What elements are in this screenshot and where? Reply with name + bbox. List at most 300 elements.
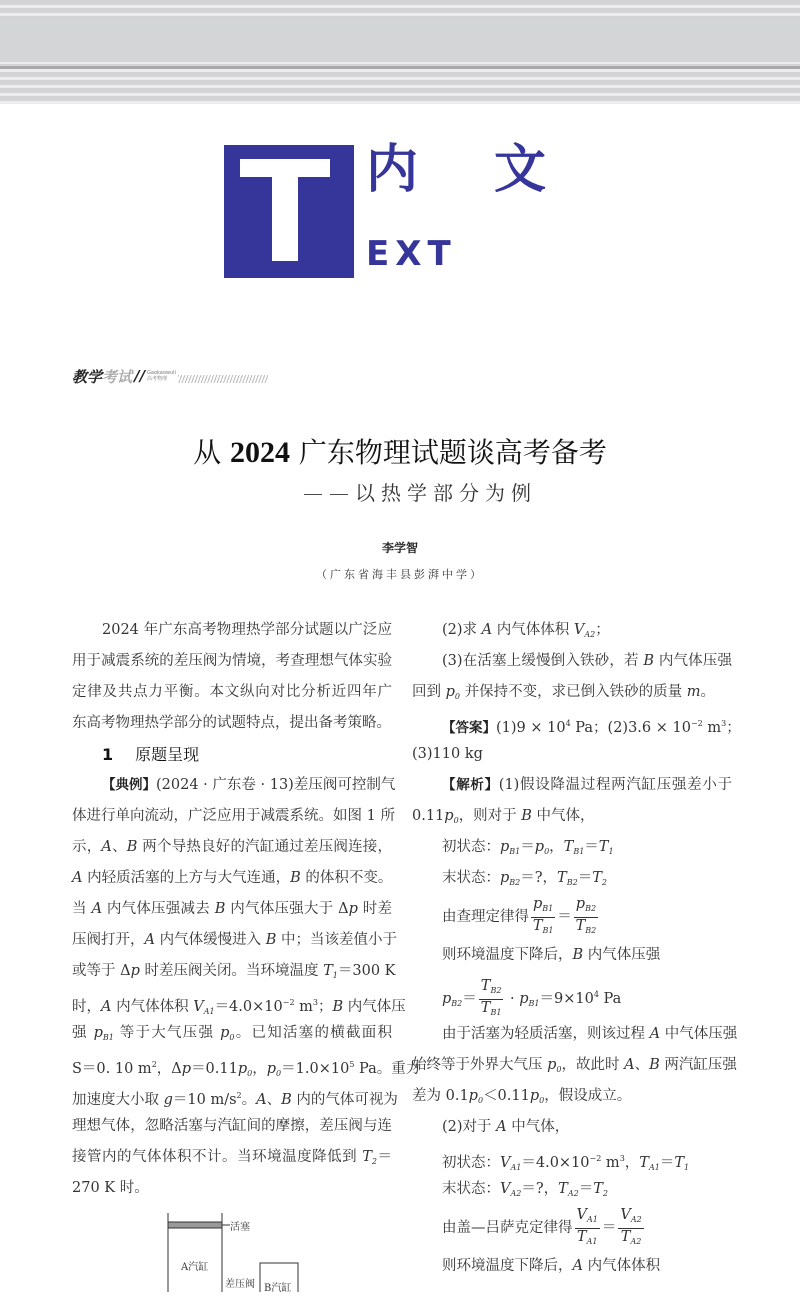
- text-run: 用于减震系统的差压阀为情境，考查理想气体实验: [72, 653, 392, 669]
- variable: A: [496, 1119, 507, 1135]
- text-run: 等于大气压强: [113, 1025, 221, 1041]
- variable: T: [362, 1149, 372, 1165]
- subscript: B2: [490, 985, 502, 995]
- subscript: 2: [371, 1157, 377, 1166]
- variable: p: [237, 1061, 248, 1077]
- fraction-numerator: [531, 896, 555, 918]
- text-run: ，: [252, 1061, 267, 1077]
- variable: p: [534, 839, 545, 855]
- text-line: [72, 925, 397, 956]
- left-column: [72, 615, 421, 1204]
- subscript: 0: [454, 692, 460, 701]
- text-line: [412, 894, 732, 940]
- subscript: B2: [585, 925, 597, 935]
- text-run: 加速度大小取: [72, 1092, 164, 1108]
- variable: B: [643, 653, 655, 669]
- text-line: [412, 971, 732, 1019]
- subscript: B1: [542, 925, 554, 935]
- right-column: [412, 615, 741, 1282]
- text-run: 。: [241, 1092, 257, 1108]
- subscript: 1: [684, 1163, 690, 1172]
- paragraph: [412, 1143, 732, 1174]
- text-run: 由于活塞为轻质活塞，则该过程: [442, 1026, 650, 1042]
- subscript: 0: [556, 1065, 562, 1074]
- text-run: 的体积不变。: [300, 870, 393, 886]
- text-run: 差为 0.1: [412, 1088, 469, 1104]
- variable: T: [480, 977, 491, 994]
- variable: m: [686, 684, 701, 700]
- paragraph: [412, 1251, 732, 1282]
- paragraph: [412, 832, 732, 863]
- variable: B: [572, 947, 584, 963]
- superscript: 5: [349, 1060, 355, 1069]
- fraction-numerator: [574, 896, 598, 918]
- text-run: 内气体体积: [111, 999, 194, 1015]
- paragraph: [412, 1174, 732, 1205]
- subscript: A2: [510, 1189, 522, 1198]
- subscript: B2: [566, 878, 578, 887]
- text-run: 、: [634, 1057, 650, 1073]
- text-line: [72, 1080, 398, 1111]
- variable: T: [558, 1181, 568, 1197]
- variable: p: [266, 1061, 277, 1077]
- variable: g: [163, 1092, 173, 1108]
- text-run: 内气体压强: [654, 653, 732, 669]
- text-run: ·: [505, 991, 520, 1007]
- text-run: 内气体体积: [492, 622, 574, 638]
- intro-paragraph: [72, 615, 392, 739]
- text-run: 回到: [412, 684, 446, 700]
- superscript: 4: [565, 719, 571, 728]
- title-part-a: 从: [193, 436, 230, 469]
- fraction-denominator: [576, 918, 597, 939]
- fraction-denominator: [577, 1229, 598, 1250]
- subscript: A1: [648, 1163, 660, 1172]
- variable: p: [445, 684, 455, 700]
- text-line: [72, 615, 392, 646]
- variable: A: [256, 1092, 267, 1108]
- text-run: 压阀打开，: [72, 932, 145, 948]
- variable: p: [500, 870, 510, 886]
- variable: B: [649, 1057, 660, 1073]
- text-run: 。: [700, 684, 715, 700]
- header-band-divider: [0, 66, 800, 69]
- article-affiliation: （广东省海丰县彭湃中学）: [316, 568, 484, 581]
- text-run: ，Δ: [156, 1061, 182, 1077]
- variable: V: [576, 1206, 587, 1223]
- example-paragraph: [72, 770, 421, 1204]
- variable: T: [593, 1181, 603, 1197]
- section-tag-cn: 高考物理: [147, 376, 168, 382]
- text-run: 初状态：: [442, 1155, 500, 1171]
- text-run: (2)对于: [442, 1119, 497, 1135]
- text-line: [412, 708, 741, 739]
- text-line: [412, 1251, 732, 1282]
- text-line: [72, 863, 392, 894]
- paragraph: [412, 971, 732, 1019]
- text-run: 由盖—吕萨克定律得: [442, 1220, 573, 1236]
- text-run: ＝: [377, 1149, 393, 1165]
- text-run: ＝: [659, 1155, 675, 1171]
- text-run: ，则对于: [458, 808, 522, 824]
- variable: p: [519, 991, 529, 1007]
- variable: p: [93, 1025, 103, 1041]
- variable: T: [532, 917, 543, 934]
- variable: A: [481, 622, 493, 638]
- section-tag-sub: [147, 370, 176, 382]
- text-run: ＝4.0×10: [521, 1155, 590, 1171]
- text-run: ＝: [584, 839, 599, 855]
- text-run: ＝1.0×10: [281, 1061, 350, 1077]
- text-run: (3)110 kg: [412, 746, 483, 762]
- text-run: Pa。重力: [354, 1061, 421, 1077]
- text-line: [72, 1018, 392, 1049]
- text-run: (2)求: [442, 622, 482, 638]
- text-line: [72, 1111, 392, 1142]
- text-run: ，假设成立。: [544, 1088, 632, 1104]
- variable: p: [348, 901, 358, 917]
- variable: A: [101, 999, 112, 1015]
- variable: A: [72, 870, 83, 886]
- fraction: [575, 1207, 600, 1250]
- text-run: Pa；(2)3.6 × 10: [570, 720, 691, 736]
- logo-t-glyph-stem: [272, 159, 298, 261]
- variable: B: [521, 808, 532, 824]
- text-run: ；: [726, 720, 741, 736]
- text-line: [412, 1081, 732, 1112]
- subscript: A2: [630, 1236, 642, 1246]
- text-run: 当: [72, 901, 92, 917]
- text-run: ＝: [557, 909, 572, 925]
- superscript: 4: [593, 990, 599, 999]
- text-run: 由查理定律得: [442, 909, 529, 925]
- text-run: 或等于 Δ: [72, 963, 131, 979]
- logo-ext: EXT: [366, 234, 457, 274]
- paragraph: [412, 615, 732, 646]
- section-tag-label-b: 考试: [102, 367, 133, 386]
- section-heading: [72, 739, 392, 770]
- subscript: B1: [573, 847, 585, 856]
- bold-label: 【答案】: [442, 720, 496, 736]
- variable: p: [220, 1025, 230, 1041]
- variable: T: [575, 917, 586, 934]
- bold-label: 【解析】: [442, 777, 499, 793]
- variable: B: [265, 932, 277, 948]
- variable: T: [557, 870, 567, 886]
- subscript: 2: [602, 1189, 608, 1198]
- fraction: [479, 978, 504, 1021]
- text-run: 示，: [72, 839, 102, 855]
- subscript: A1: [203, 1007, 215, 1016]
- variable: V: [500, 1155, 511, 1171]
- subscript: B2: [451, 999, 463, 1008]
- subscript: B1: [102, 1033, 114, 1042]
- text-run: 两汽缸压强: [659, 1057, 737, 1073]
- text-run: (2024 · 广东卷 · 13)差压阀可控制气: [156, 777, 396, 793]
- variable: p: [130, 963, 140, 979]
- section-tag-hatch: [178, 375, 268, 383]
- fraction-denominator: [481, 1000, 502, 1021]
- subscript: 0: [276, 1069, 282, 1078]
- text-run: 两个导热良好的汽缸通过差压阀连接，: [137, 839, 393, 855]
- section-tag-pinyin: Gaokaowuli: [147, 370, 176, 376]
- variable: V: [193, 999, 204, 1015]
- valve-label: 差压阀: [225, 1279, 255, 1290]
- fraction-numerator: [479, 978, 504, 1000]
- superscript: 3: [721, 719, 727, 728]
- superscript: 2: [151, 1060, 157, 1069]
- text-run: ＜0.11: [483, 1088, 530, 1104]
- variable: T: [598, 839, 609, 855]
- text-line: [72, 1049, 421, 1080]
- text-line: [72, 987, 406, 1018]
- fraction-denominator: [533, 918, 554, 939]
- text-run: 0.11: [412, 808, 445, 824]
- text-run: m: [702, 720, 722, 736]
- variable: B: [281, 1092, 292, 1108]
- fraction-denominator: [621, 1229, 642, 1250]
- text-run: 。已知活塞的横截面积: [234, 1025, 393, 1041]
- text-line: [412, 677, 732, 708]
- text-line: [72, 646, 392, 677]
- text-run: 时，: [72, 999, 101, 1015]
- subscript: A2: [584, 630, 596, 639]
- variable: p: [547, 1057, 557, 1073]
- subscript: 0: [477, 1096, 484, 1105]
- text-run: 内气体压强大于 Δ: [225, 901, 349, 917]
- logo-cn-2: 文: [494, 140, 547, 200]
- text-run: 末状态：: [442, 1181, 500, 1197]
- text-line: [72, 894, 392, 925]
- text-line: [72, 1142, 392, 1173]
- paragraph: [72, 770, 421, 1204]
- variable: T: [639, 1155, 649, 1171]
- text-run: ＝300 K: [337, 963, 396, 979]
- variable: T: [620, 1228, 631, 1245]
- section-tag-label-a: 教学: [72, 367, 103, 386]
- superscript: −2: [282, 998, 295, 1007]
- text-run: 则环境温度下降后，: [442, 947, 573, 963]
- variable: T: [674, 1155, 684, 1171]
- text-run: 中；当该差值小于: [276, 932, 397, 948]
- piston-label: 活塞: [230, 1222, 250, 1233]
- superscript: −2: [690, 719, 703, 728]
- text-logo-box: [224, 145, 354, 278]
- variable: A: [101, 839, 112, 855]
- text-line: [412, 1205, 732, 1251]
- text-run: 、: [111, 839, 127, 855]
- variable: T: [576, 1228, 587, 1245]
- variable: p: [533, 895, 543, 912]
- variable: V: [573, 622, 585, 638]
- variable: T: [592, 870, 602, 886]
- text-run: ＝: [601, 1220, 617, 1236]
- variable: p: [500, 839, 510, 855]
- fraction: [574, 896, 598, 939]
- text-run: ＝: [462, 991, 477, 1007]
- paragraph: [412, 863, 732, 894]
- article-subtitle: ——以热学部分为例: [303, 481, 537, 505]
- text-line: [412, 1112, 732, 1143]
- text-run: ；: [317, 999, 333, 1015]
- paragraph: [72, 615, 392, 739]
- fraction-numerator: [575, 1207, 600, 1229]
- text-run: 初状态：: [442, 839, 500, 855]
- article-title: [0, 434, 800, 472]
- page-header-band: [0, 0, 800, 104]
- variable: B: [290, 870, 301, 886]
- text-line: [412, 1174, 732, 1205]
- text-run: 内气体缓慢进入: [154, 932, 266, 948]
- text-run: 体进行单向流动，广泛应用于减震系统。如图 1 所: [72, 808, 395, 824]
- variable: A: [649, 1026, 661, 1042]
- section-heading-number: 1: [102, 745, 114, 764]
- text-run: ＝0.11: [191, 1061, 238, 1077]
- section-tag-slash: //: [134, 367, 145, 385]
- text-run: ＝: [520, 839, 535, 855]
- text-line: [412, 1143, 732, 1174]
- variable: T: [323, 963, 333, 979]
- subscript: 1: [332, 971, 338, 980]
- text-run: ＝: [578, 1181, 594, 1197]
- text-run: 内气体压强: [583, 947, 661, 963]
- section-tag: [72, 364, 268, 388]
- variable: p: [529, 1088, 540, 1104]
- subscript: 0: [544, 847, 550, 856]
- bold-label: 【典例】: [102, 777, 156, 793]
- subscript: B2: [585, 903, 597, 913]
- text-run: 、: [266, 1092, 282, 1108]
- text-line: [412, 863, 732, 894]
- figure-1-diagram: [150, 1205, 330, 1292]
- text-line: [412, 739, 732, 770]
- cylinder-a-label: A汽缸: [181, 1262, 209, 1273]
- title-year: 2024: [230, 436, 290, 469]
- superscript: 3: [619, 1154, 625, 1163]
- text-run: ；: [595, 622, 610, 638]
- article-author: 李学智: [381, 541, 418, 555]
- variable: B: [126, 839, 138, 855]
- paragraph: [412, 646, 732, 708]
- fraction: [618, 1207, 643, 1250]
- variable: p: [468, 1088, 478, 1104]
- text-run: m: [294, 999, 313, 1015]
- text-run: 2024 年广东高考物理热学部分试题以广泛应: [102, 622, 392, 638]
- text-run: 时差: [357, 901, 392, 917]
- text-run: ＝?，: [521, 1181, 559, 1197]
- text-run: 内气体体积: [582, 1258, 661, 1274]
- text-run: 接管内的气体体积不计。当环境温度降低到: [72, 1149, 363, 1165]
- subscript: A2: [630, 1214, 642, 1224]
- text-run: m: [601, 1155, 620, 1171]
- paragraph: [412, 708, 741, 770]
- text-run: 内气体压强减去: [102, 901, 215, 917]
- subscript: B1: [542, 903, 554, 913]
- text-line: [412, 1050, 737, 1081]
- text-run: ，: [549, 839, 564, 855]
- subscript: A1: [586, 1236, 598, 1246]
- text-run: 定律及共点力平衡。本文纵向对比分析近四年广: [72, 684, 392, 700]
- text-line: [72, 770, 396, 801]
- variable: T: [480, 999, 491, 1016]
- variable: p: [442, 991, 452, 1007]
- variable: A: [624, 1057, 635, 1073]
- paragraph: [412, 1019, 738, 1112]
- text-line: [412, 801, 732, 832]
- piston: [168, 1222, 222, 1228]
- text-line: [72, 801, 395, 832]
- text-run: 中气体，: [506, 1119, 570, 1135]
- text-run: 内气体压: [343, 999, 406, 1015]
- subscript: B2: [509, 878, 521, 887]
- text-run: (3)在活塞上缓慢倒入铁砂，若: [442, 653, 644, 669]
- text-line: [72, 832, 392, 863]
- subscript: A2: [567, 1189, 579, 1198]
- text-run: Pa: [598, 991, 622, 1007]
- paragraph: [412, 1205, 732, 1251]
- text-line: [72, 708, 392, 739]
- subscript: 0: [539, 1096, 545, 1105]
- subscript: B1: [509, 847, 521, 856]
- text-line: [412, 615, 732, 646]
- text-run: 并保持不变，求已倒入铁砂的质量: [460, 684, 687, 700]
- paragraph: [412, 770, 732, 832]
- text-run: 强: [72, 1025, 94, 1041]
- fraction: [531, 896, 555, 939]
- text-run: ，故此时: [561, 1057, 625, 1073]
- paragraph: [412, 940, 732, 971]
- text-line: [72, 677, 392, 708]
- text-run: ＝?，: [520, 870, 558, 886]
- text-line: [72, 956, 396, 987]
- variable: B: [214, 901, 226, 917]
- subscript: 1: [608, 847, 614, 856]
- title-part-b: 广东物理试题谈高考备考: [290, 436, 607, 469]
- logo-cn-1: 内: [366, 140, 419, 200]
- text-line: [412, 832, 732, 863]
- variable: V: [620, 1206, 631, 1223]
- variable: A: [144, 932, 155, 948]
- text-line: [72, 1173, 392, 1204]
- superscript: 2: [236, 1091, 242, 1100]
- subscript: 0: [453, 816, 459, 825]
- text-line: [412, 770, 732, 801]
- paragraph: [412, 894, 732, 940]
- superscript: −2: [589, 1154, 602, 1163]
- variable: T: [563, 839, 574, 855]
- text-run: ＝9×10: [539, 991, 594, 1007]
- text-run: 始终等于外界大气压: [412, 1057, 548, 1073]
- text-run: 末状态：: [442, 870, 500, 886]
- variable: p: [444, 808, 454, 824]
- subscript: 0: [229, 1033, 235, 1042]
- cylinder-b-label: B汽缸: [264, 1283, 292, 1294]
- text-run: 理想气体，忽略活塞与汽缸间的摩擦，差压阀与连: [72, 1118, 392, 1134]
- text-run: ，: [624, 1155, 640, 1171]
- variable: V: [500, 1181, 511, 1197]
- subscript: A1: [510, 1163, 522, 1172]
- text-run: 时差压阀关闭。当环境温度: [139, 963, 324, 979]
- text-run: 内轻质活塞的上方与大气连通，: [82, 870, 291, 886]
- subscript: B1: [528, 999, 540, 1008]
- text-run: 270 K 时。: [72, 1180, 149, 1196]
- subscript: 0: [247, 1069, 253, 1078]
- section-heading-text: 原题呈现: [135, 745, 200, 764]
- paragraph: [412, 1112, 732, 1143]
- text-run: S＝0. 10 m: [72, 1061, 152, 1077]
- text-run: 中气体压强: [660, 1026, 738, 1042]
- text-run: ＝10 m/s: [172, 1092, 237, 1108]
